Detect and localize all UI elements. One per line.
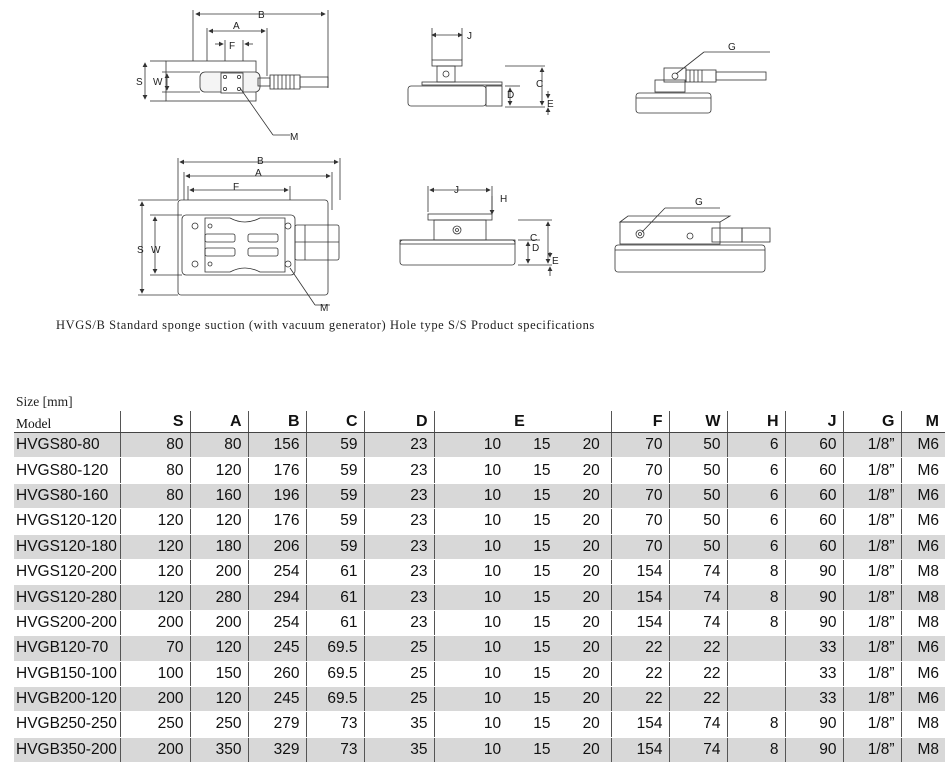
- cell-E-value: 15: [533, 486, 551, 504]
- label-B-top: B: [258, 10, 265, 21]
- cell-E-value: 15: [533, 613, 551, 631]
- cell-E-value: 15: [533, 588, 551, 606]
- cell-M: M8: [901, 559, 945, 584]
- label-F-bottom: F: [233, 182, 240, 193]
- cell-J: 33: [785, 661, 843, 686]
- cell-E: [434, 661, 611, 686]
- cell-G: 1/8”: [843, 534, 901, 559]
- header-C: C: [306, 411, 364, 433]
- cell-E-value: 20: [582, 512, 600, 530]
- label-H-bottom: H: [500, 194, 508, 205]
- cell-E-value: 20: [582, 715, 600, 733]
- cell-J: 90: [785, 712, 843, 737]
- cell-E-value: 10: [483, 639, 502, 657]
- cell-A: 250: [190, 712, 248, 737]
- bottom-iso-view: [615, 208, 770, 272]
- table-row: [14, 712, 945, 737]
- cell-E-value: 10: [483, 613, 502, 631]
- cell-M: M8: [901, 737, 945, 762]
- cell-E-value: 15: [533, 740, 551, 758]
- cell-G: 1/8”: [843, 686, 901, 711]
- cell-A: 160: [190, 483, 248, 508]
- label-G-bottom: G: [695, 197, 703, 208]
- cell-B: 294: [248, 585, 306, 610]
- cell-E: [434, 636, 611, 661]
- cell-B: 260: [248, 661, 306, 686]
- cell-S: 70: [120, 636, 190, 661]
- header-W: W: [669, 411, 727, 433]
- cell-E-value: 10: [483, 461, 502, 479]
- cell-model: HVGS80-80: [14, 433, 120, 458]
- label-A-top: A: [233, 21, 240, 32]
- cell-F: 22: [611, 636, 669, 661]
- cell-C: 61: [306, 585, 364, 610]
- cell-E-value: 10: [483, 664, 502, 682]
- top-iso-view: [636, 52, 770, 113]
- label-J-top: J: [467, 31, 472, 42]
- cell-H: 6: [727, 534, 785, 559]
- cell-J: 90: [785, 610, 843, 635]
- cell-H: 6: [727, 433, 785, 458]
- cell-S: 100: [120, 661, 190, 686]
- cell-E-value: 20: [582, 588, 600, 606]
- cell-E-value: 10: [483, 690, 502, 708]
- cell-D: 25: [364, 636, 434, 661]
- cell-D: 23: [364, 534, 434, 559]
- label-S-top: S: [136, 77, 143, 88]
- cell-M: M6: [901, 534, 945, 559]
- cell-M: M6: [901, 483, 945, 508]
- cell-W: 22: [669, 686, 727, 711]
- cell-E-value: 20: [582, 664, 600, 682]
- technical-drawings: [0, 0, 945, 340]
- table-row: [14, 458, 945, 483]
- cell-A: 120: [190, 636, 248, 661]
- cell-F: 22: [611, 661, 669, 686]
- cell-A: 280: [190, 585, 248, 610]
- cell-J: 33: [785, 636, 843, 661]
- cell-H: 8: [727, 737, 785, 762]
- bottom-side-view: [400, 186, 552, 276]
- cell-F: 154: [611, 559, 669, 584]
- size-unit-label: Size [mm]: [16, 394, 73, 409]
- label-D-top: D: [507, 90, 515, 101]
- header-row: [14, 411, 945, 433]
- cell-C: 59: [306, 534, 364, 559]
- cell-W: 74: [669, 610, 727, 635]
- top-side-view: [408, 28, 548, 115]
- cell-E-value: 10: [483, 537, 502, 555]
- cell-H: 8: [727, 559, 785, 584]
- cell-F: 70: [611, 534, 669, 559]
- cell-A: 80: [190, 433, 248, 458]
- cell-G: 1/8”: [843, 458, 901, 483]
- label-F-top: F: [229, 41, 236, 52]
- cell-B: 245: [248, 686, 306, 711]
- cell-W: 22: [669, 661, 727, 686]
- cell-F: 70: [611, 433, 669, 458]
- cell-H: 8: [727, 610, 785, 635]
- cell-D: 25: [364, 661, 434, 686]
- cell-D: 23: [364, 433, 434, 458]
- cell-J: 90: [785, 737, 843, 762]
- cell-C: 69.5: [306, 686, 364, 711]
- cell-E-value: 15: [533, 537, 551, 555]
- cell-E-value: 20: [582, 486, 600, 504]
- table-row: [14, 661, 945, 686]
- cell-model: HVGS120-180: [14, 534, 120, 559]
- cell-W: 74: [669, 737, 727, 762]
- cell-H: [727, 636, 785, 661]
- cell-A: 150: [190, 661, 248, 686]
- table-row: [14, 610, 945, 635]
- cell-A: 120: [190, 509, 248, 534]
- cell-G: 1/8”: [843, 433, 901, 458]
- cell-E-value: 20: [582, 436, 600, 454]
- cell-M: M6: [901, 636, 945, 661]
- cell-G: 1/8”: [843, 483, 901, 508]
- cell-E-value: 20: [582, 740, 600, 758]
- cell-A: 350: [190, 737, 248, 762]
- cell-model: HVGS120-280: [14, 585, 120, 610]
- cell-F: 154: [611, 610, 669, 635]
- cell-M: M6: [901, 509, 945, 534]
- cell-A: 120: [190, 686, 248, 711]
- cell-W: 74: [669, 712, 727, 737]
- cell-D: 23: [364, 509, 434, 534]
- cell-W: 74: [669, 585, 727, 610]
- cell-H: [727, 686, 785, 711]
- label-D-bottom: D: [532, 243, 540, 254]
- cell-C: 69.5: [306, 636, 364, 661]
- label-W-bottom: W: [151, 245, 161, 256]
- cell-E: [434, 585, 611, 610]
- cell-C: 61: [306, 610, 364, 635]
- cell-G: 1/8”: [843, 585, 901, 610]
- table-row: [14, 534, 945, 559]
- table-row: [14, 483, 945, 508]
- cell-B: 196: [248, 483, 306, 508]
- cell-E: [434, 559, 611, 584]
- cell-F: 22: [611, 686, 669, 711]
- cell-E-value: 15: [533, 563, 551, 581]
- header-model: Model: [14, 411, 120, 433]
- label-J-bottom: J: [454, 185, 459, 196]
- cell-W: 50: [669, 458, 727, 483]
- cell-B: 206: [248, 534, 306, 559]
- cell-model: HVGS80-120: [14, 458, 120, 483]
- label-E-top: E: [547, 99, 554, 110]
- header-D: D: [364, 411, 434, 433]
- cell-E: [434, 686, 611, 711]
- cell-W: 50: [669, 483, 727, 508]
- cell-H: 6: [727, 458, 785, 483]
- cell-S: 200: [120, 610, 190, 635]
- cell-A: 200: [190, 559, 248, 584]
- cell-model: HVGS120-200: [14, 559, 120, 584]
- cell-G: 1/8”: [843, 509, 901, 534]
- cell-C: 69.5: [306, 661, 364, 686]
- cell-M: M8: [901, 610, 945, 635]
- cell-W: 50: [669, 534, 727, 559]
- table-row: [14, 433, 945, 458]
- cell-D: 25: [364, 686, 434, 711]
- cell-S: 80: [120, 458, 190, 483]
- cell-B: 245: [248, 636, 306, 661]
- cell-E-value: 15: [533, 461, 551, 479]
- cell-F: 154: [611, 712, 669, 737]
- spec-table: [14, 411, 945, 763]
- header-M: M: [901, 411, 945, 433]
- cell-E-value: 10: [483, 715, 502, 733]
- table-row: [14, 686, 945, 711]
- cell-E: [434, 610, 611, 635]
- cell-E-value: 15: [533, 436, 551, 454]
- spec-table-body: [14, 433, 945, 763]
- header-S: S: [120, 411, 190, 433]
- cell-E-value: 20: [582, 639, 600, 657]
- label-A-bottom: A: [255, 168, 262, 179]
- table-row: [14, 636, 945, 661]
- cell-A: 200: [190, 610, 248, 635]
- cell-D: 23: [364, 585, 434, 610]
- cell-M: M8: [901, 712, 945, 737]
- cell-M: M6: [901, 458, 945, 483]
- cell-model: HVGB350-200: [14, 737, 120, 762]
- cell-J: 60: [785, 433, 843, 458]
- cell-M: M6: [901, 661, 945, 686]
- cell-E: [434, 534, 611, 559]
- cell-E: [434, 509, 611, 534]
- cell-E: [434, 737, 611, 762]
- cell-D: 23: [364, 458, 434, 483]
- cell-S: 250: [120, 712, 190, 737]
- cell-S: 120: [120, 585, 190, 610]
- cell-J: 90: [785, 585, 843, 610]
- cell-B: 329: [248, 737, 306, 762]
- cell-E-value: 15: [533, 664, 551, 682]
- cell-E: [434, 458, 611, 483]
- cell-model: HVGS120-120: [14, 509, 120, 534]
- label-B-bottom: B: [257, 156, 264, 167]
- cell-E-value: 10: [483, 563, 502, 581]
- cell-E-value: 10: [483, 512, 502, 530]
- header-J: J: [785, 411, 843, 433]
- cell-B: 156: [248, 433, 306, 458]
- cell-B: 176: [248, 509, 306, 534]
- cell-E-value: 10: [483, 436, 502, 454]
- cell-M: M6: [901, 433, 945, 458]
- cell-H: 6: [727, 509, 785, 534]
- cell-H: 8: [727, 712, 785, 737]
- label-M-top: M: [290, 132, 299, 143]
- cell-F: 70: [611, 458, 669, 483]
- label-W-top: W: [153, 77, 163, 88]
- table-row: [14, 737, 945, 762]
- cell-D: 23: [364, 483, 434, 508]
- cell-C: 59: [306, 509, 364, 534]
- label-E-bottom: E: [552, 256, 559, 267]
- label-C-top: C: [536, 79, 544, 90]
- table-row: [14, 559, 945, 584]
- cell-S: 120: [120, 509, 190, 534]
- cell-M: M6: [901, 686, 945, 711]
- cell-E-value: 20: [582, 690, 600, 708]
- cell-G: 1/8”: [843, 559, 901, 584]
- cell-S: 200: [120, 686, 190, 711]
- table-row: [14, 509, 945, 534]
- cell-E-value: 20: [582, 613, 600, 631]
- cell-model: HVGB200-120: [14, 686, 120, 711]
- cell-E-value: 10: [483, 486, 502, 504]
- cell-C: 73: [306, 737, 364, 762]
- cell-M: M8: [901, 585, 945, 610]
- header-H: H: [727, 411, 785, 433]
- cell-C: 59: [306, 483, 364, 508]
- cell-model: HVGB120-70: [14, 636, 120, 661]
- cell-H: 6: [727, 483, 785, 508]
- cell-S: 120: [120, 534, 190, 559]
- cell-E-value: 15: [533, 512, 551, 530]
- cell-G: 1/8”: [843, 636, 901, 661]
- label-M-bottom: M: [320, 303, 329, 314]
- label-G-top: G: [728, 42, 736, 53]
- cell-S: 120: [120, 559, 190, 584]
- cell-J: 60: [785, 509, 843, 534]
- cell-E: [434, 433, 611, 458]
- cell-F: 154: [611, 737, 669, 762]
- cell-B: 279: [248, 712, 306, 737]
- cell-J: 90: [785, 559, 843, 584]
- header-E: E: [434, 411, 611, 433]
- cell-J: 33: [785, 686, 843, 711]
- cell-model: HVGB250-250: [14, 712, 120, 737]
- cell-D: 23: [364, 610, 434, 635]
- cell-F: 70: [611, 483, 669, 508]
- cell-B: 176: [248, 458, 306, 483]
- cell-G: 1/8”: [843, 712, 901, 737]
- cell-S: 80: [120, 483, 190, 508]
- header-B: B: [248, 411, 306, 433]
- cell-E: [434, 483, 611, 508]
- cell-F: 154: [611, 585, 669, 610]
- cell-model: HVGS80-160: [14, 483, 120, 508]
- cell-E-value: 20: [582, 461, 600, 479]
- cell-J: 60: [785, 534, 843, 559]
- cell-S: 80: [120, 433, 190, 458]
- cell-G: 1/8”: [843, 737, 901, 762]
- cell-D: 23: [364, 559, 434, 584]
- cell-C: 59: [306, 433, 364, 458]
- cell-model: HVGB150-100: [14, 661, 120, 686]
- cell-E: [434, 712, 611, 737]
- cell-G: 1/8”: [843, 610, 901, 635]
- header-F: F: [611, 411, 669, 433]
- cell-H: [727, 661, 785, 686]
- cell-D: 35: [364, 712, 434, 737]
- cell-W: 22: [669, 636, 727, 661]
- cell-C: 61: [306, 559, 364, 584]
- cell-C: 59: [306, 458, 364, 483]
- product-caption: HVGS/B Standard sponge suction (with vacuum generator) Hole type S/S Product specifications: [56, 318, 595, 332]
- cell-C: 73: [306, 712, 364, 737]
- cell-E-value: 15: [533, 715, 551, 733]
- cell-H: 8: [727, 585, 785, 610]
- cell-W: 74: [669, 559, 727, 584]
- header-G: G: [843, 411, 901, 433]
- cell-E-value: 10: [483, 588, 502, 606]
- cell-D: 35: [364, 737, 434, 762]
- label-S-bottom: S: [137, 245, 144, 256]
- cell-A: 180: [190, 534, 248, 559]
- cell-E-value: 15: [533, 690, 551, 708]
- cell-J: 60: [785, 483, 843, 508]
- cell-model: HVGS200-200: [14, 610, 120, 635]
- cell-J: 60: [785, 458, 843, 483]
- table-row: [14, 585, 945, 610]
- cell-F: 70: [611, 509, 669, 534]
- cell-E-value: 20: [582, 537, 600, 555]
- cell-E-value: 10: [483, 740, 502, 758]
- cell-E-value: 15: [533, 639, 551, 657]
- cell-A: 120: [190, 458, 248, 483]
- label-C-bottom: C: [530, 233, 538, 244]
- cell-E-value: 20: [582, 563, 600, 581]
- cell-S: 200: [120, 737, 190, 762]
- header-A: A: [190, 411, 248, 433]
- cell-B: 254: [248, 559, 306, 584]
- cell-B: 254: [248, 610, 306, 635]
- bottom-front-view: [138, 158, 340, 305]
- cell-G: 1/8”: [843, 661, 901, 686]
- cell-W: 50: [669, 509, 727, 534]
- cell-W: 50: [669, 433, 727, 458]
